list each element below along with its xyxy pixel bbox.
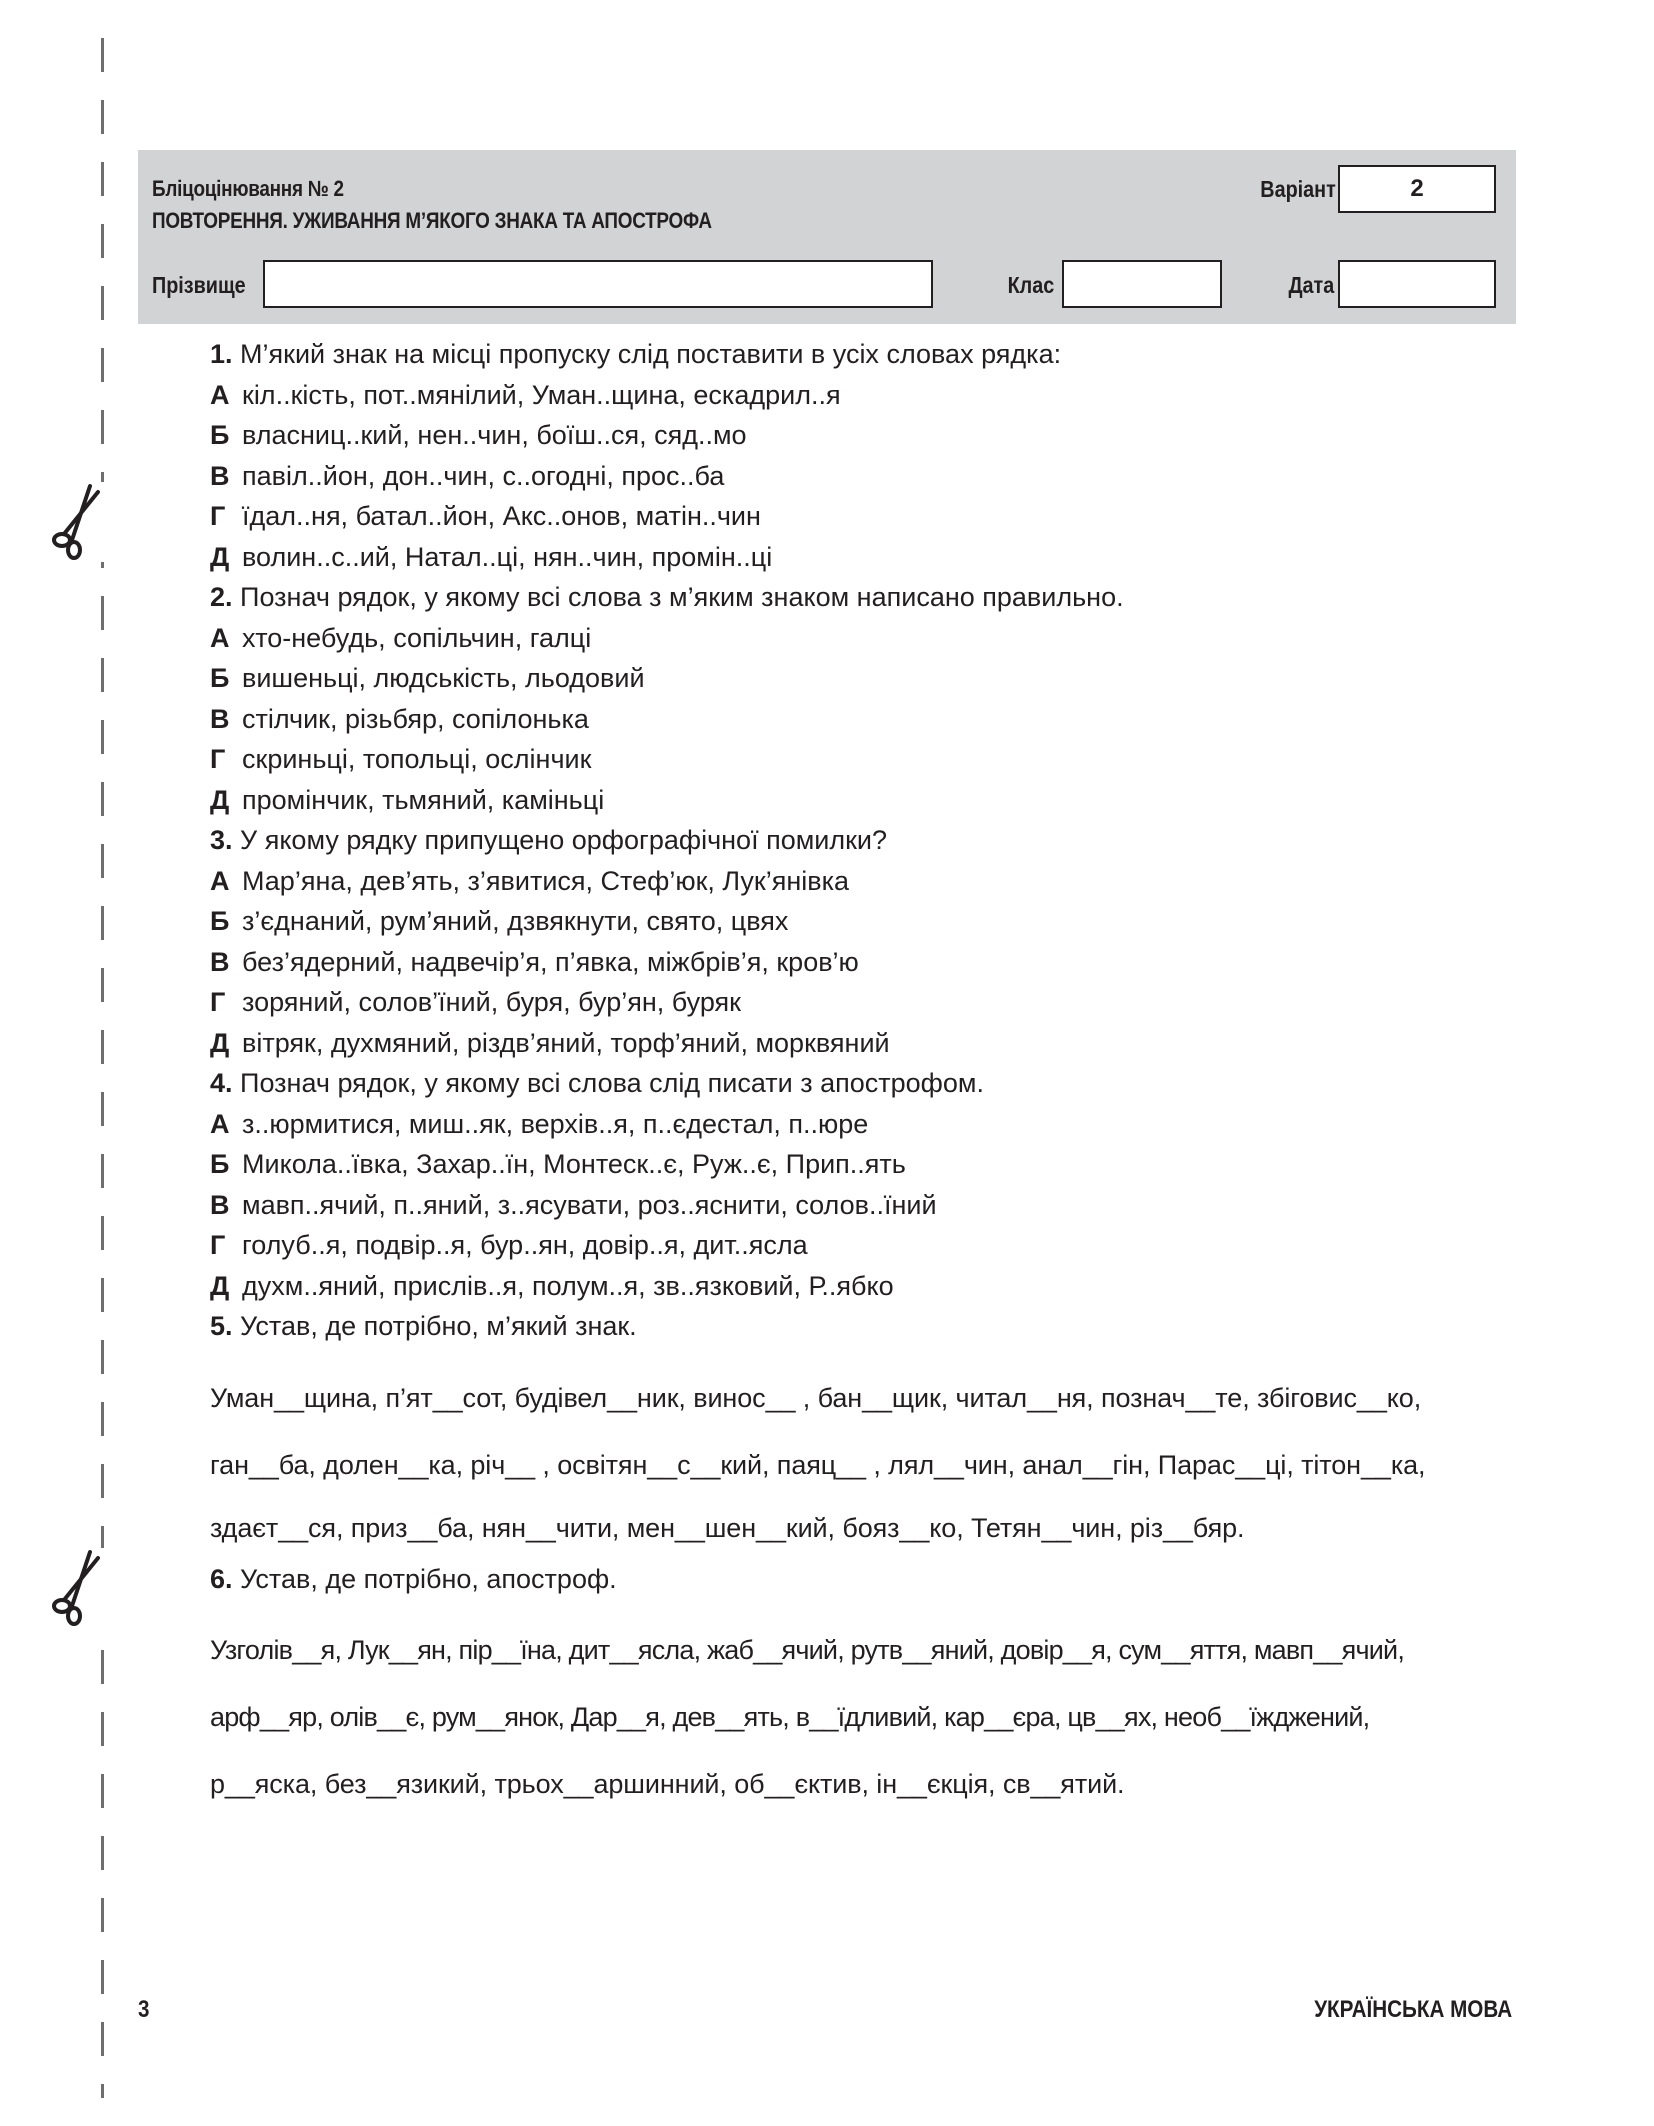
option-letter: В: [210, 946, 230, 977]
variant-box: 2: [1338, 165, 1496, 213]
answer-option[interactable]: [210, 861, 1520, 902]
cut-line: [101, 38, 104, 2098]
option-text: павіл..йон, дон..чин, с..огодні, прос..ба: [242, 460, 725, 491]
task-text: Устав, де потрібно, м’який знак.: [240, 1311, 637, 1341]
answer-option[interactable]: [210, 1104, 1520, 1145]
date-label: Дата: [1288, 272, 1334, 298]
option-letter: Б: [210, 906, 230, 936]
option-letter: А: [210, 1108, 230, 1139]
answer-option[interactable]: [210, 901, 1520, 942]
task-prompt: [210, 1559, 1520, 1600]
option-text: зоряний, солов’їний, буря, бур’ян, буряк: [242, 987, 741, 1017]
scissors-icon: [50, 1548, 106, 1628]
question-text: Познач рядок, у якому всі слова з м’яким знаком написано правильно.: [240, 582, 1124, 612]
option-text: хто-небудь, сопільчин, галці: [242, 622, 592, 653]
fill-in-line[interactable]: Узголів__я, Лук__ян, пір__їна, дит__ясла, жаб__ячий, рутв__яний, довір__я, сум__яття, мавп__ячий,: [210, 1635, 1405, 1665]
fill-in-line[interactable]: ган__ба, долен__ка, річ__ , освітян__с__кий, паяц__ , лял__чин, анал__гін, Парас__ці, тітон__ка,: [210, 1449, 1426, 1480]
option-letter: Г: [210, 987, 226, 1017]
option-text: їдал..ня, батал..йон, Акс..онов, матін..чин: [242, 501, 761, 531]
answer-option[interactable]: [210, 415, 1520, 456]
task-5: [210, 1306, 1520, 1557]
question-number: 1.: [210, 339, 233, 369]
answer-option[interactable]: [210, 739, 1520, 780]
option-letter: Д: [210, 1027, 230, 1058]
option-letter: Б: [210, 420, 230, 450]
option-text: кіл..кість, пот..мянілий, Уман..щина, ескадрил..я: [242, 379, 841, 410]
option-letter: Г: [210, 1230, 226, 1260]
fill-in-line[interactable]: арф__яр, олів__є, рум__янок, Дар__я, дев__ять, в__їдливий, кар__єра, цв__ях, необ__їжджений,: [210, 1702, 1370, 1732]
option-text: з’єднаний, рум’яний, дзвякнути, свято, цвях: [242, 906, 789, 936]
task-number: 5.: [210, 1311, 233, 1341]
question-4: [210, 1063, 1520, 1306]
task-text: Устав, де потрібно, апостроф.: [240, 1563, 617, 1594]
option-letter: Б: [210, 663, 230, 693]
answer-option[interactable]: [210, 456, 1520, 497]
option-letter: Г: [210, 501, 226, 531]
answer-option[interactable]: [210, 375, 1520, 416]
option-text: духм..яний, прислів..я, полум..я, зв..язковий, Р..ябко: [242, 1270, 894, 1301]
option-text: з..юрмитися, миш..як, верхів..я, п..єдестал, п..юре: [242, 1108, 869, 1139]
surname-field[interactable]: [263, 260, 933, 308]
question-number: 2.: [210, 582, 233, 612]
option-text: мавп..ячий, п..яний, з..ясувати, роз..яснити, солов..їний: [242, 1189, 937, 1220]
scissors-icon: [50, 482, 106, 562]
date-field[interactable]: [1338, 260, 1496, 308]
class-label: Клас: [1007, 272, 1054, 298]
option-letter: В: [210, 1189, 230, 1220]
option-letter: А: [210, 865, 230, 896]
option-text: стілчик, різьбяр, сопілонька: [242, 703, 589, 734]
option-text: власниц..кий, нен..чин, боїш..ся, сяд..мо: [242, 420, 747, 450]
option-letter: Б: [210, 1149, 230, 1179]
worksheet-title: Бліцоцінювання № 2: [152, 176, 344, 201]
answer-option[interactable]: [210, 618, 1520, 659]
surname-label: Прізвище: [152, 272, 246, 298]
answer-option[interactable]: [210, 942, 1520, 983]
question-text: У якому рядку припущено орфографічної помилки?: [240, 825, 888, 855]
option-letter: Г: [210, 744, 226, 774]
option-text: без’ядерний, надвечір’я, п’явка, міжбрів’я, кров’ю: [242, 946, 859, 977]
option-letter: Д: [210, 784, 230, 815]
option-text: промінчик, тьмяний, каміньці: [242, 784, 605, 815]
option-letter: В: [210, 460, 230, 491]
answer-option[interactable]: [210, 496, 1520, 537]
answer-option[interactable]: [210, 780, 1520, 821]
question-2: [210, 577, 1520, 820]
option-letter: А: [210, 379, 230, 410]
question-prompt: [210, 820, 1520, 861]
question-prompt: [210, 577, 1520, 618]
option-text: вітряк, духмяний, різдв’яний, торф’яний, морквяний: [242, 1027, 890, 1058]
option-letter: Д: [210, 541, 230, 572]
question-number: 4.: [210, 1068, 233, 1098]
question-prompt: [210, 1063, 1520, 1104]
answer-option[interactable]: [210, 1144, 1520, 1185]
option-text: волин..с..ий, Натал..ці, нян..чин, промін..ці: [242, 541, 773, 572]
option-text: Микола..ївка, Захар..їн, Монтеск..є, Руж..є, Прип..ять: [242, 1149, 906, 1179]
option-text: голуб..я, подвір..я, бур..ян, довір..я, дит..ясла: [242, 1230, 808, 1260]
answer-option[interactable]: [210, 658, 1520, 699]
answer-option[interactable]: [210, 1023, 1520, 1064]
subject-label: УКРАЇНСЬКА МОВА: [1314, 1996, 1512, 2023]
option-letter: В: [210, 703, 230, 734]
worksheet-subtitle: ПОВТОРЕННЯ. УЖИВАННЯ М’ЯКОГО ЗНАКА ТА АПОСТРОФА: [152, 208, 712, 233]
fill-in-line[interactable]: здаєт__ся, приз__ба, нян__чити, мен__шен__кий, бояз__ко, Тетян__чин, різ__бяр.: [210, 1512, 1245, 1543]
task-prompt: [210, 1306, 1520, 1347]
question-text: М’який знак на місці пропуску слід поставити в усіх словах рядка:: [240, 339, 1062, 369]
variant-label: Варіант: [1260, 176, 1336, 202]
option-letter: А: [210, 622, 230, 653]
fill-in-line[interactable]: Уман__щина, п’ят__сот, будівел__ник, винос__ , бан__щик, читал__ня, познач__те, збіговис__ко,: [210, 1382, 1422, 1413]
worksheet-header: [138, 150, 1516, 324]
answer-option[interactable]: [210, 537, 1520, 578]
fill-in-line[interactable]: р__яска, без__язикий, трьох__аршинний, об__єктив, ін__єкція, св__ятий.: [210, 1769, 1125, 1799]
task-6: [210, 1559, 1520, 1819]
question-text: Познач рядок, у якому всі слова слід писати з апострофом.: [240, 1068, 984, 1098]
page-number: 3: [138, 1996, 150, 2023]
answer-option[interactable]: [210, 982, 1520, 1023]
option-text: вишеньці, людськість, льодовий: [242, 663, 645, 693]
class-field[interactable]: [1062, 260, 1222, 308]
option-letter: Д: [210, 1270, 230, 1301]
task-number: 6.: [210, 1563, 233, 1594]
answer-option[interactable]: [210, 1185, 1520, 1226]
question-number: 3.: [210, 825, 233, 855]
option-text: Мар’яна, дев’ять, з’явитися, Стеф’юк, Лук’янівка: [242, 865, 850, 896]
option-text: скриньці, топольці, ослінчик: [242, 744, 592, 774]
question-1: [210, 334, 1520, 577]
answer-option[interactable]: [210, 1225, 1520, 1266]
question-3: [210, 820, 1520, 1063]
answer-option[interactable]: [210, 1266, 1520, 1307]
answer-option[interactable]: [210, 699, 1520, 740]
worksheet-content: [210, 334, 1520, 1818]
question-prompt: [210, 334, 1520, 375]
